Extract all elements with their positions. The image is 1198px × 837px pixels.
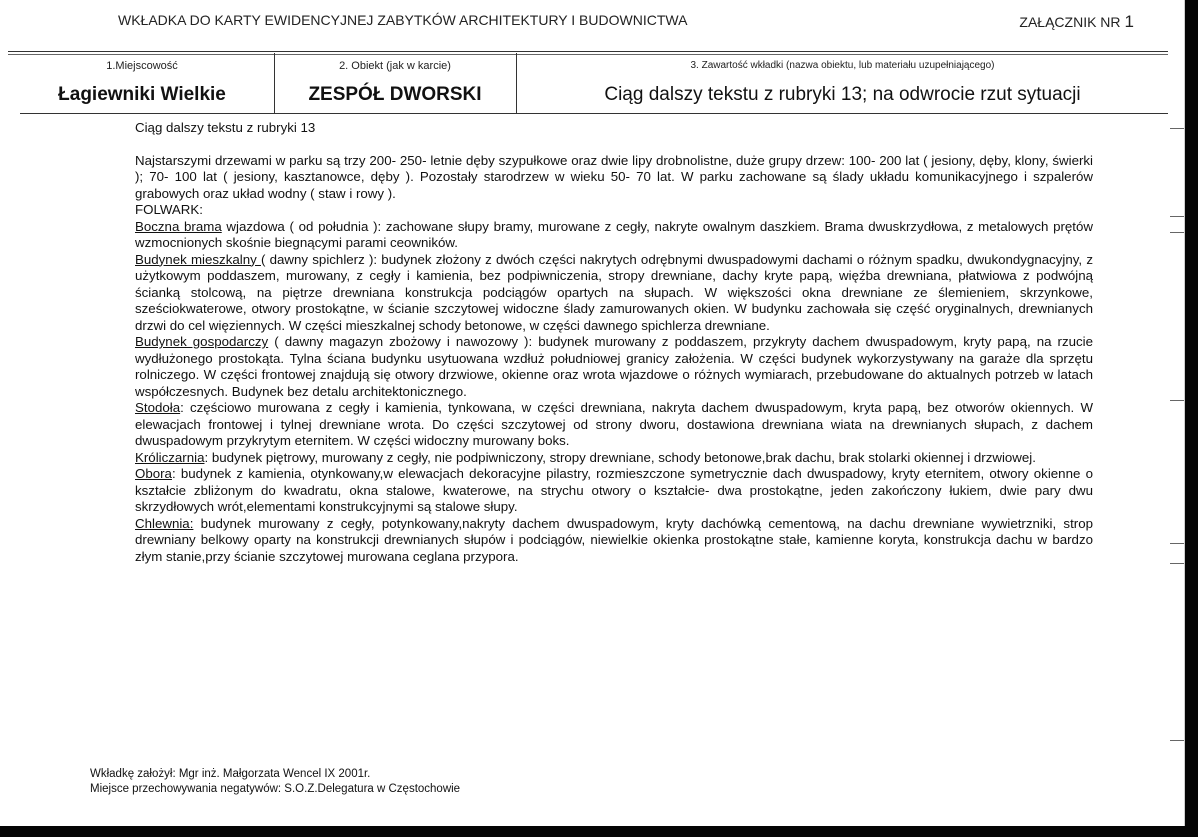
entry-heading: Budynek mieszkalny (135, 251, 261, 267)
entry-text: wjazdowa ( od południa ): zachowane słupy bramy, murowane z cegły, nakryte owalnym daszkiem. Brama dwuskrzydłowa, z metalowych prętów wzmocnionych skośnie biegnącymi parami ceowników. (135, 218, 1093, 250)
attachment-number (1019, 12, 1134, 32)
entry-text: : częściowo murowana z cegły i kamienia, tynkowana, w części drewniana, nakryta dachem dwuspadowym, kryta papą, bez otworów okiennych. W elewacjach frontowej i tylnej drewniane wrota. Do części szczytowej od strony dworu, dostawiona drewniana wiata na drewnianych słupach, z dachem dwuspadowym przykrytym eternitem. W części widoczny murowany boks. (135, 400, 1093, 448)
entry-heading: Stodoła (135, 400, 181, 415)
building-entry (135, 450, 1093, 467)
entry-heading: Boczna brama (135, 218, 222, 234)
content-label: 3. Zawartość wkładki (nazwa obiektu, lub materiału uzupełniającego) (690, 60, 995, 71)
negatives-location-line: Miejsce przechowywania negatywów: S.O.Z.Delegatura w Częstochowie (90, 783, 461, 795)
edge-tick (1170, 563, 1184, 564)
entry-text: : budynek piętrowy, murowany z cegły, nie podpiwniczony, stropy drewniane, schody betonowe,brak dachu, brak stolarki okiennej i drzwiowej. (204, 449, 1036, 465)
locality-label: 1.Miejscowość (106, 60, 178, 72)
object-value: ZESPÓŁ DWORSKI (308, 84, 482, 105)
edge-tick (1170, 232, 1184, 233)
object-label: 2. Obiekt (jak w karcie) (339, 60, 451, 72)
entry-text: ( dawny magazyn zbożowy i nawozowy ): budynek murowany z poddaszem, przykryty dachem dwuspadowym, kryty papą, na rzucie wydłużonego prostokąta. Tylna ściana budynku usytuowana wzdłuż południowej granicy założenia. W części budynek wykorzystywany na garaże dla sprzętu rolniczego. W części frontowej znajdują się otwory drzwiowe, okienne oraz wrota wjazdowe o różnych wymiarach, przebudowane do aktualnych potrzeb w latach współczesnych. Budynek bez detalu architektonicznego. (135, 334, 1094, 399)
header-rule-top (8, 51, 1168, 52)
form-title: WKŁADKA DO KARTY EWIDENCYJNEJ ZABYTKÓW ARCHITEKTURY I BUDOWNICTWA (118, 12, 688, 28)
body-text (135, 120, 1093, 565)
footer (90, 767, 460, 797)
entry-text: : budynek z kamienia, otynkowany,w elewacjach dekoracyjne pilastry, rozmieszczone symetrycznie dach dwuspadowy, kryty eternitem, otwory okienne o kształcie zbliżonym do kwadratu, okna stalowe, kwaterowe, na strychu otwory o kształcie- dwa prostokątne, jeden zakończony łukiem, dwie pary dwu skrzydłowych wrót,elementami konstrukcyjnymi są stalowe słupy. (135, 466, 1093, 514)
intro-line: Ciąg dalszy tekstu z rubryki 13 (135, 120, 316, 135)
entry-heading: Króliczarnia (135, 449, 205, 465)
entry-heading: Budynek gospodarczy (135, 334, 269, 349)
attachment-number-value: 1 (1124, 12, 1134, 31)
park-paragraph: Najstarszymi drzewami w parku są trzy 200- 250- letnie dęby szypułkowe oraz dwie lipy drobnolistne, duże grupy drzew: 100- 200 lat ( jesiony, dęby, klony, świerki ); 70- 100 lat ( jesiony, kasztanowce, dęby ). Pozostały starodrzew w wieku 50- 70 lat. W parku zachowane są ślady układu komunikacyjnego i szpalerów grabowych oraz układ wodny ( staw i rowy ). (135, 152, 1093, 201)
building-entry (135, 400, 1093, 450)
building-entry (135, 219, 1093, 252)
edge-tick (1170, 400, 1184, 401)
fields-rule-bottom (20, 113, 1168, 114)
author-line: Wkładkę założył: Mgr inż. Małgorzata Wencel IX 2001r. (90, 768, 371, 780)
entry-heading: Obora (135, 466, 172, 481)
entry-heading: Chlewnia: (135, 515, 194, 531)
edge-tick (1170, 216, 1184, 217)
form-header (0, 0, 1184, 50)
folwark-heading: FOLWARK: (135, 202, 203, 217)
edge-tick (1170, 740, 1184, 741)
locality-value: Łagiewniki Wielkie (58, 84, 226, 105)
entry-text: budynek murowany z cegły, potynkowany,nakryty dachem dwuspadowym, kryty dachówką cementową, na dachu drewniane wywietrzniki, strop drewniany belkowy oparty na konstrukcji drewnianych słupów i podciągów, niewielkie okienka prostokątne stałe, kamienne koryta, konstrukcja dachu w bardzo złym stanie,przy ścianie szczytowej murowana ceglana przypora. (135, 515, 1093, 564)
building-entry (135, 252, 1093, 335)
edge-tick (1170, 128, 1184, 129)
content-value: Ciąg dalszy tekstu z rubryki 13; na odwrocie rzut sytuacji (604, 84, 1081, 105)
header-rule-second (8, 54, 1168, 55)
attachment-label: ZAŁĄCZNIK NR (1019, 14, 1121, 30)
entry-text: ( dawny spichlerz ): budynek złożony z dwóch części nakrytych odrębnymi dwuspadowymi dachami o różnym spadku, dwukondygnacyjny, z użytkowym poddaszem, murowany, z cegły i kamienia, bez podpiwniczenia, stropy drewniane, dachy kryte papą, więźba drewniana, płatwiowa z podwójną ścianką stolcową, na piętrze drewniana konstrukcja podciągów opartych na słupach. W większości okna drewniane ze ślemieniem, skrzynkowe, sześciokwaterowe, otwory prostokątne, w ścianie szczytowej widoczne ślady zamurowanych okien. W budynku zachowała się część oryginalnych, drewnianych drzwi do cel więziennych. W części mieszkalnej schody betonowe, w części dawnego spichlerza drewniane. (135, 251, 1094, 333)
building-entry (135, 466, 1093, 516)
building-entry (135, 334, 1093, 400)
building-entry (135, 516, 1093, 566)
edge-tick (1170, 543, 1184, 544)
